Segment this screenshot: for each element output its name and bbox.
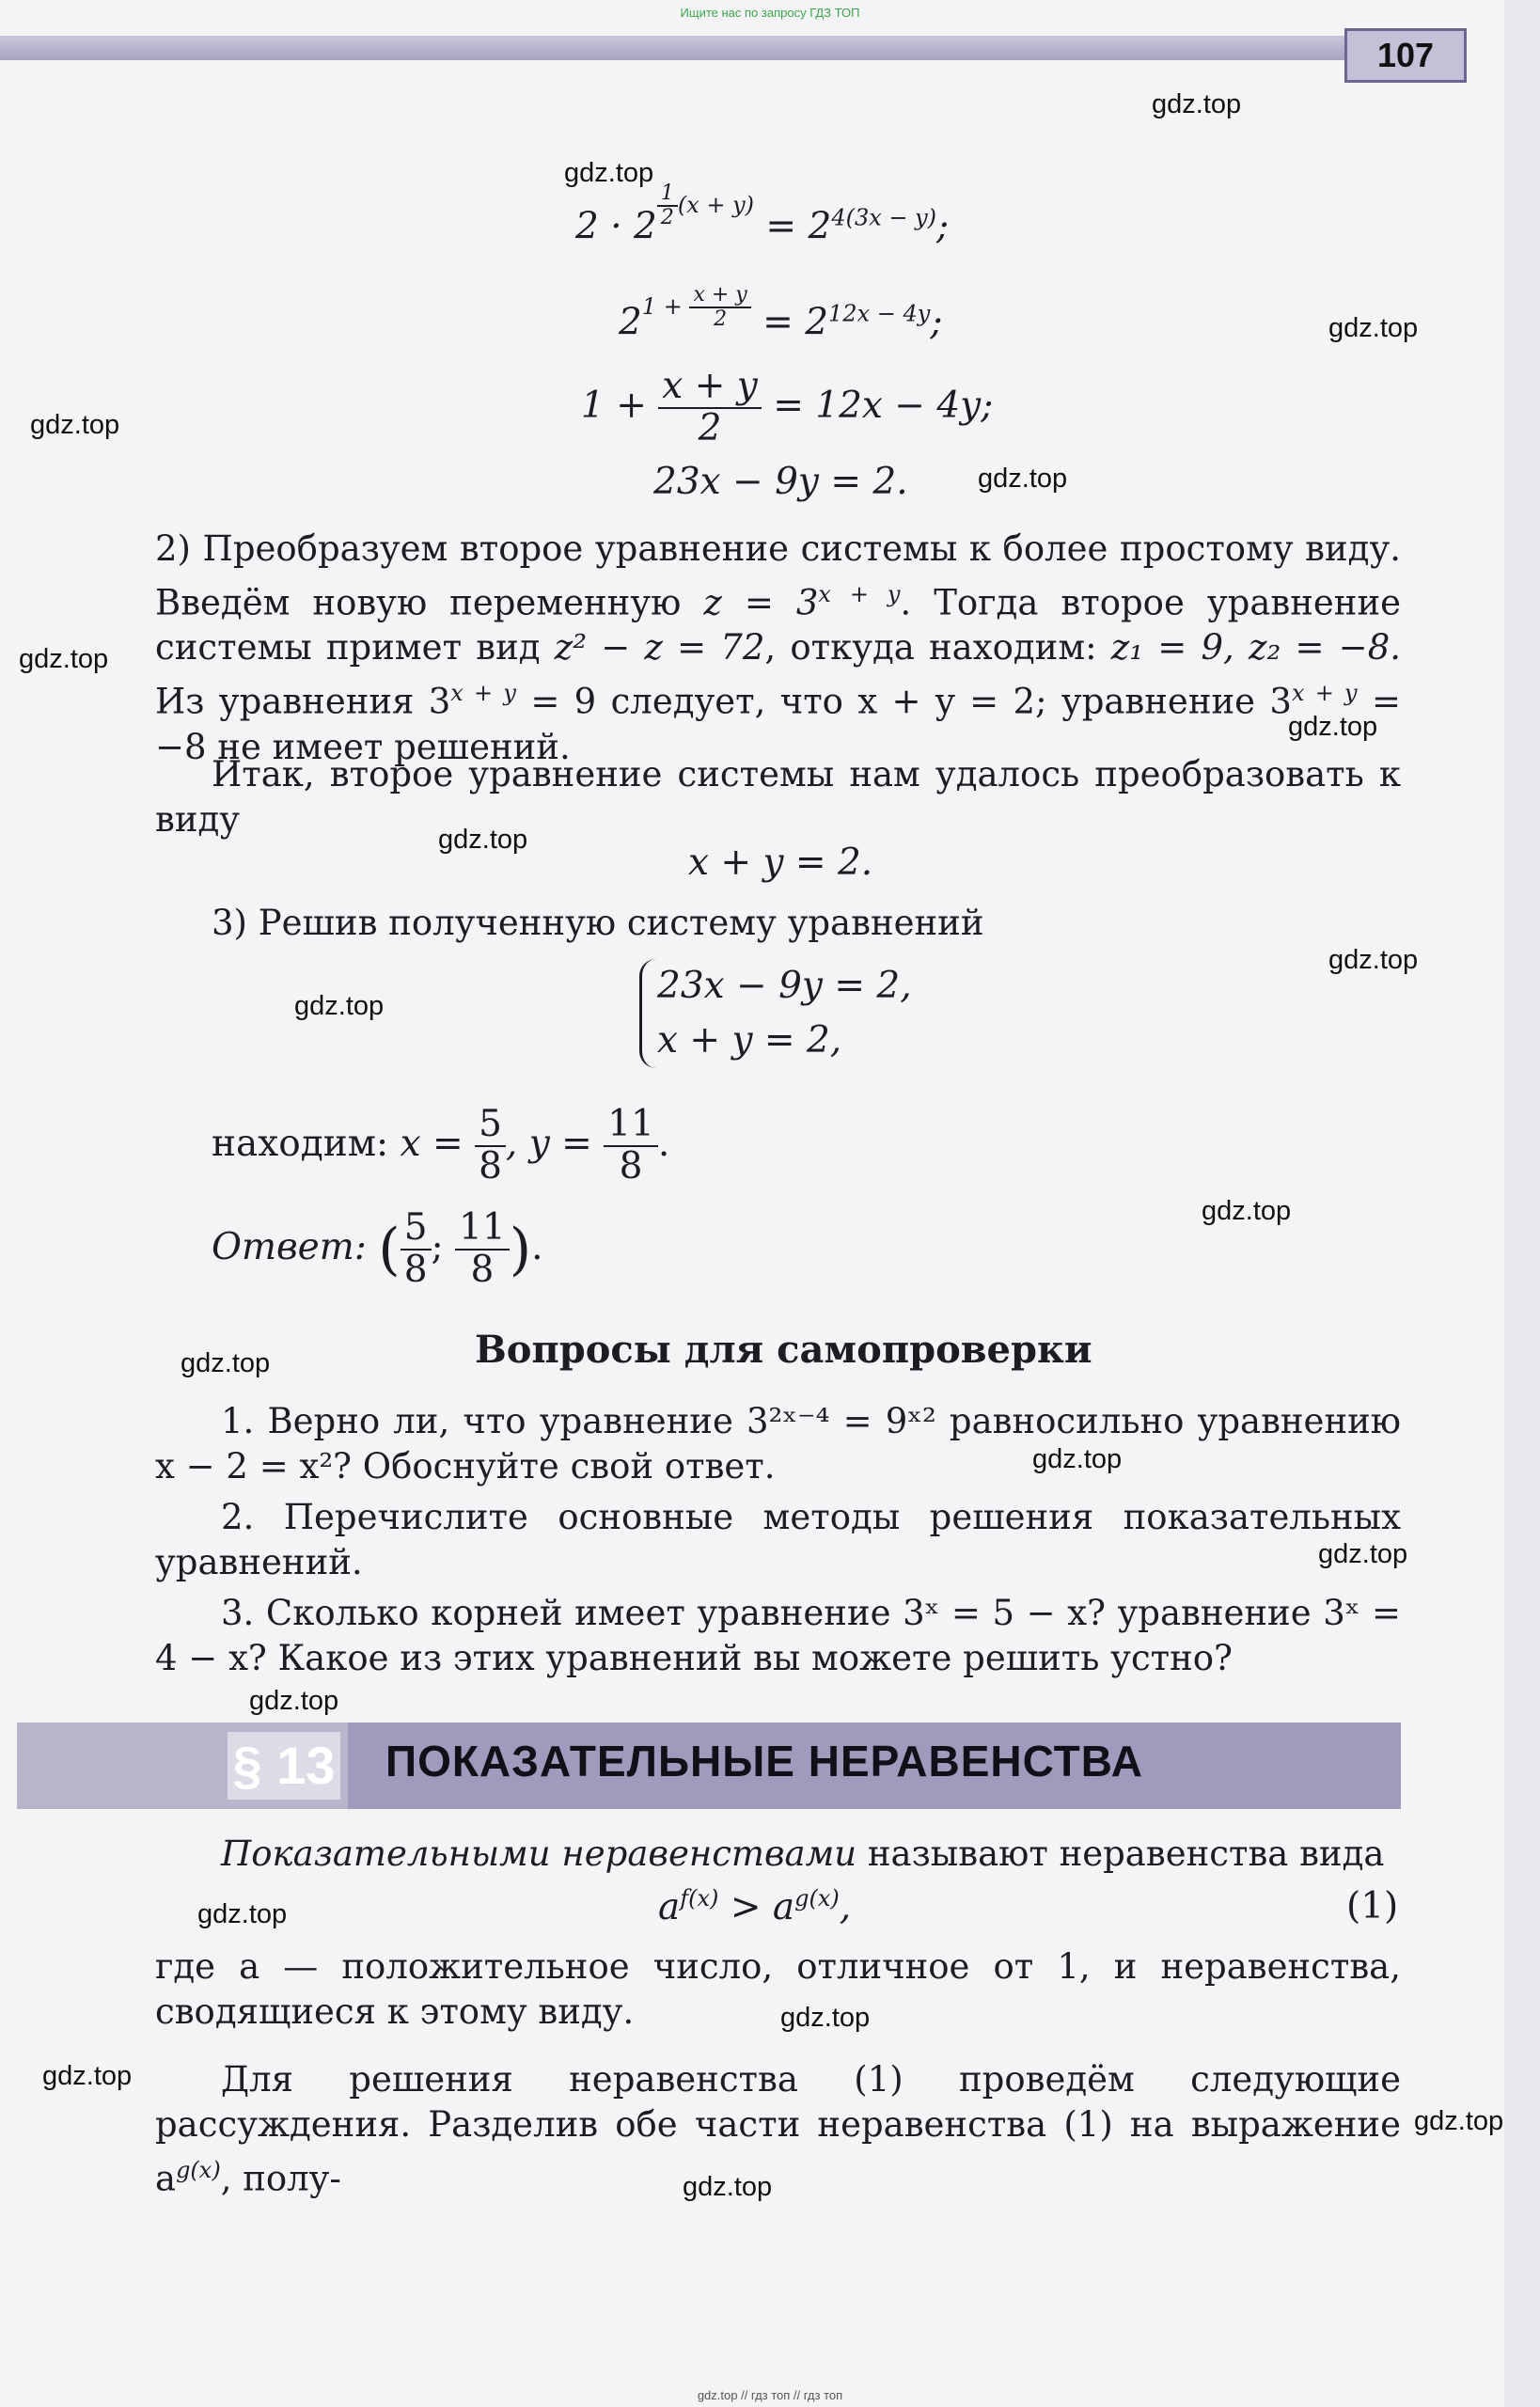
header-bar	[0, 36, 1354, 60]
watermark: gdz.top	[438, 825, 528, 855]
watermark: gdz.top	[42, 2061, 133, 2091]
definition-tail: где a — положительное число, отличное от 1, и неравенства, сводящиеся к этому виду.	[155, 1946, 1401, 2032]
summary-paragraph: Итак, второе уравнение системы нам удалось преобразовать к виду	[155, 754, 1401, 840]
watermark: gdz.top	[683, 2172, 773, 2202]
equation-3: 1 + $\frac{x + y}{2}$ = 12x − 4y;	[581, 365, 994, 449]
bottom-note: gdz.top // гдз топ // гдз топ	[697, 2388, 843, 2402]
definition-paragraph: Показательными неравенствами называют неравенства вида	[221, 1833, 1385, 1874]
question-2: 2. Перечислите основные методы решения показательных уравнений.	[155, 1497, 1401, 1582]
equation-1: 2 · 2 $^{\frac{1}{2} (x + y)} = 2^{4(3x - y)}$;	[575, 181, 950, 248]
step-2-paragraph: 2) Преобразуем второе уравнение системы к более простому виду. Введём новую переменную $z = 3^{x + y}$. Тогда второе уравнение системы примет вид z² − z = 72, откуда находим: z₁ = 9, z₂ = −8. Из уравнения $3^{x + y} = 9$ следует, что x + y = 2; уравнение $3^{x + y} = -8$ не имеет решений.	[155, 528, 1401, 767]
question-3: 3. Сколько корней имеет уравнение 3ˣ = 5 − x? уравнение 3ˣ = 4 − x? Какое из этих уравнений вы можете решить устно?	[155, 1593, 1401, 1678]
answer-line: Ответ: ( $\frac{5}{8}$ ; $\frac{11}{8}$ ).	[212, 1206, 543, 1291]
inequality-formula: $a^{f(x)} > a^{g(x)}$,	[658, 1885, 852, 1928]
watermark: gdz.top	[294, 991, 385, 1021]
equation-5: x + y = 2.	[688, 842, 873, 884]
question-1: 1. Верно ли, что уравнение 3²ˣ⁻⁴ = 9ˣ² равносильно уравнению x − 2 = x²? Обоснуйте свой ответ.	[155, 1401, 1401, 1487]
watermark: gdz.top	[1414, 2106, 1504, 2136]
watermark: gdz.top	[249, 1686, 339, 1716]
section-title: ПОКАЗАТЕЛЬНЫЕ НЕРАВЕНСТВА	[385, 1737, 1143, 1786]
solution-line: находим: x = $\frac{5}{8}$ , y = $\frac{11}{8}$ .	[212, 1103, 670, 1188]
watermark: gdz.top	[978, 464, 1068, 494]
watermark: gdz.top	[1032, 1444, 1123, 1474]
page-edge	[1504, 0, 1540, 2407]
watermark: gdz.top	[564, 158, 654, 188]
watermark: gdz.top	[780, 2003, 871, 2033]
equation-4: 23x − 9y = 2.	[653, 461, 908, 503]
watermark: gdz.top	[1328, 313, 1419, 343]
step-3-paragraph: 3) Решив полученную систему уравнений	[212, 903, 984, 943]
equation-system: 23x − 9y = 2, x + y = 2,	[639, 959, 912, 1068]
watermark: gdz.top	[1202, 1196, 1292, 1226]
questions-title: Вопросы для самопроверки	[475, 1328, 1092, 1372]
watermark: gdz.top	[197, 1899, 288, 1929]
formula-number: (1)	[1346, 1885, 1399, 1927]
watermark: gdz.top	[1288, 712, 1378, 742]
top-note: Ищите нас по запросу ГДЗ ТОП	[680, 6, 860, 20]
watermark: gdz.top	[1152, 89, 1242, 119]
watermark: gdz.top	[30, 410, 120, 440]
last-paragraph: Для решения неравенства (1) проведём следующие рассуждения. Разделив обе части неравенства (1) на выражение $a^{g(x)}$, полу-	[155, 2059, 1401, 2199]
watermark: gdz.top	[19, 644, 109, 674]
watermark: gdz.top	[1318, 1539, 1408, 1569]
equation-2: $2^{1 + \frac{x + y}{2}}$ = $2^{12x - 4y}$;	[619, 283, 943, 344]
watermark: gdz.top	[1328, 945, 1419, 975]
watermark: gdz.top	[181, 1348, 271, 1378]
section-number: § 13	[228, 1732, 340, 1800]
page-number: 107	[1344, 28, 1467, 83]
